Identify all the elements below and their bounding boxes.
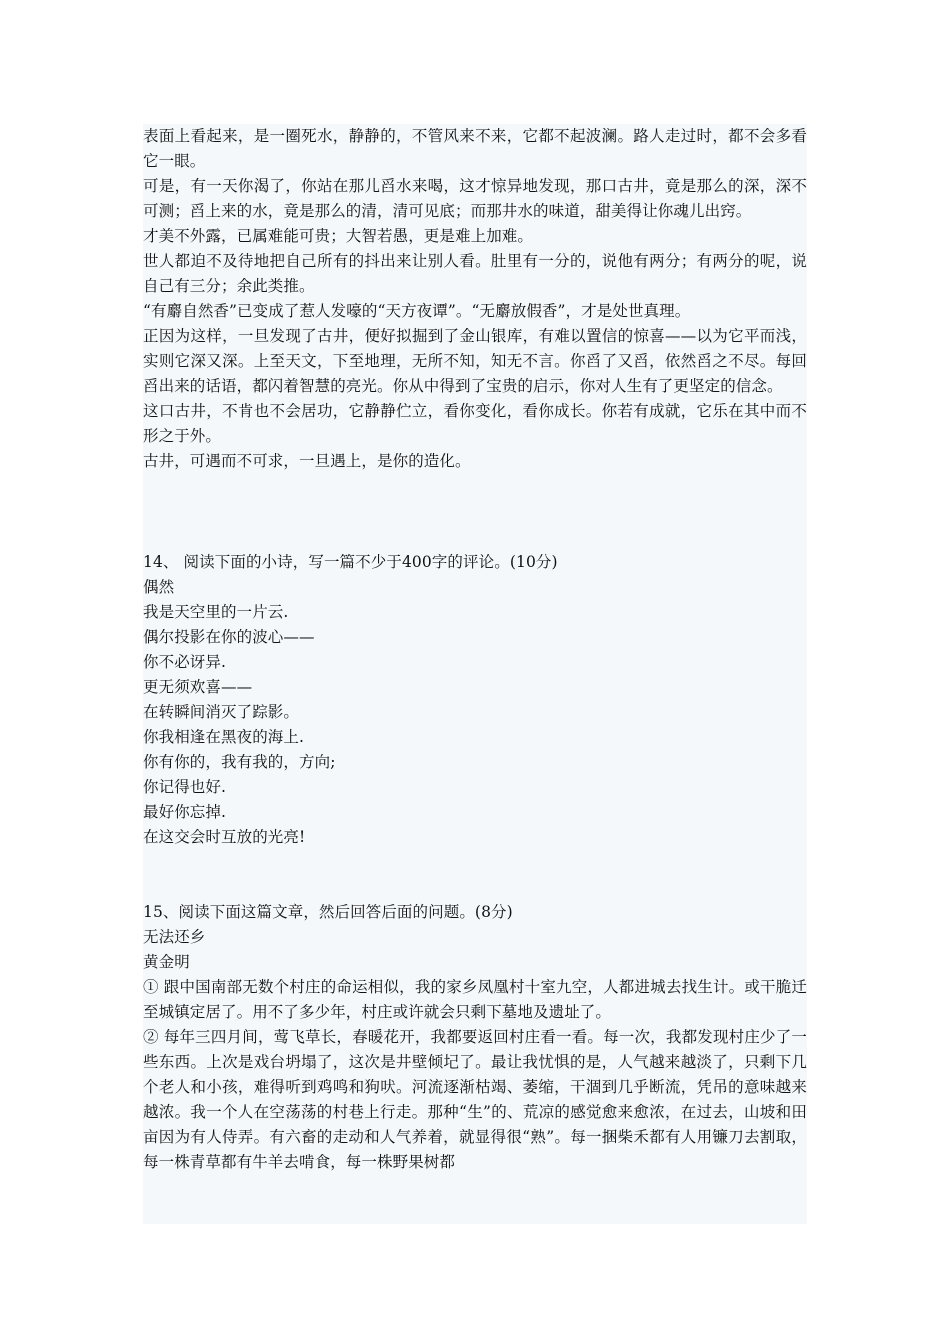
- poem-line: 最好你忘掉.: [143, 803, 227, 821]
- poem-line: 你不必讶异.: [143, 653, 227, 671]
- paragraph: 表面上看起来，是一圈死水，静静的，不管风来不来，它都不起波澜。路人走过时，都不会多看它一眼。: [143, 127, 807, 170]
- question-prompt: 14、 阅读下面的小诗，写一篇不少于400字的评论。(10分): [143, 553, 558, 571]
- paragraph: 古井，可遇而不可求，一旦遇上，是你的造化。: [143, 452, 471, 470]
- article-title: 无法还乡: [143, 928, 206, 946]
- paragraph: 可是，有一天你渴了，你站在那儿舀水来喝，这才惊异地发现，那口古井，竟是那么的深，深不可测；舀上来的水，竟是那么的清，清可见底；而那井水的味道，甜美得让你魂儿出窍。: [143, 177, 807, 220]
- paragraph: 正因为这样，一旦发现了古井，便好拟掘到了金山银库，有难以置信的惊喜——以为它平而浅，实则它深又深。上至天文，下至地理，无所不知，知无不言。你舀了又舀，依然舀之不尽。每回舀出来的话语，都闪着智慧的亮光。你从中得到了宝贵的启示，你对人生有了更坚定的信念。: [143, 327, 807, 395]
- spacer: [143, 850, 807, 900]
- passage-ancient-well: [143, 124, 807, 474]
- paragraph: ② 每年三四月间，莺飞草长，春暖花开，我都要返回村庄看一看。每一次，我都发现村庄少了一些东西。上次是戏台坍塌了，这次是井壁倾圮了。最让我忧惧的是，人气越来越淡了，只剩下几个老人和小孩，难得听到鸡鸣和狗吠。河流逐渐枯竭、萎缩，干涸到几乎断流，凭吊的意味越来越浓。我一个人在空荡荡的村巷上行走。那种“生”的、荒凉的感觉愈来愈浓，在过去，山坡和田亩因为有人侍弄。有六畜的走动和人气养着，就显得很“熟”。每一捆柴禾都有人用镰刀去割取，每一株青草都有牛羊去啃食，每一株野果树都: [143, 1028, 807, 1171]
- poem-line: 我是天空里的一片云.: [143, 603, 289, 621]
- poem-line: 在这交会时互放的光亮!: [143, 828, 306, 846]
- poem-line: 偶尔投影在你的波心——: [143, 628, 315, 646]
- paragraph: “有麝自然香”已变成了惹人发嚎的“天方夜谭”。“无麝放假香”，才是处世真理。: [143, 302, 691, 320]
- spacer: [143, 474, 807, 550]
- question-14: [143, 550, 807, 850]
- poem-line: 你记得也好.: [143, 778, 227, 796]
- article-author: 黄金明: [143, 953, 190, 971]
- poem-line: 你有你的，我有我的，方向;: [143, 753, 336, 771]
- poem-line: 更无须欢喜——: [143, 678, 253, 696]
- paragraph: ① 跟中国南部无数个村庄的命运相似，我的家乡凤凰村十室九空，人都进城去找生计。或干脆迁至城镇定居了。用不了多少年，村庄或许就会只剩下墓地及遗址了。: [143, 978, 807, 1021]
- question-15: [143, 900, 807, 1175]
- paragraph: 世人都迫不及待地把自己所有的抖出来让别人看。肚里有一分的，说他有两分；有两分的呢，说自己有三分；余此类推。: [143, 252, 807, 295]
- paragraph: 才美不外露，已属难能可贵；大智若愚，更是难上加难。: [143, 227, 534, 245]
- paragraph: 这口古井，不肯也不会居功，它静静伫立，看你变化，看你成长。你若有成就，它乐在其中而不形之于外。: [143, 402, 807, 445]
- poem-line: 你我相逢在黑夜的海上.: [143, 728, 305, 746]
- poem-title: 偶然: [143, 578, 175, 596]
- document-content: [143, 124, 807, 1224]
- poem-line: 在转瞬间消灭了踪影。: [143, 703, 300, 721]
- question-prompt: 15、阅读下面这篇文章，然后回答后面的问题。(8分): [143, 903, 513, 921]
